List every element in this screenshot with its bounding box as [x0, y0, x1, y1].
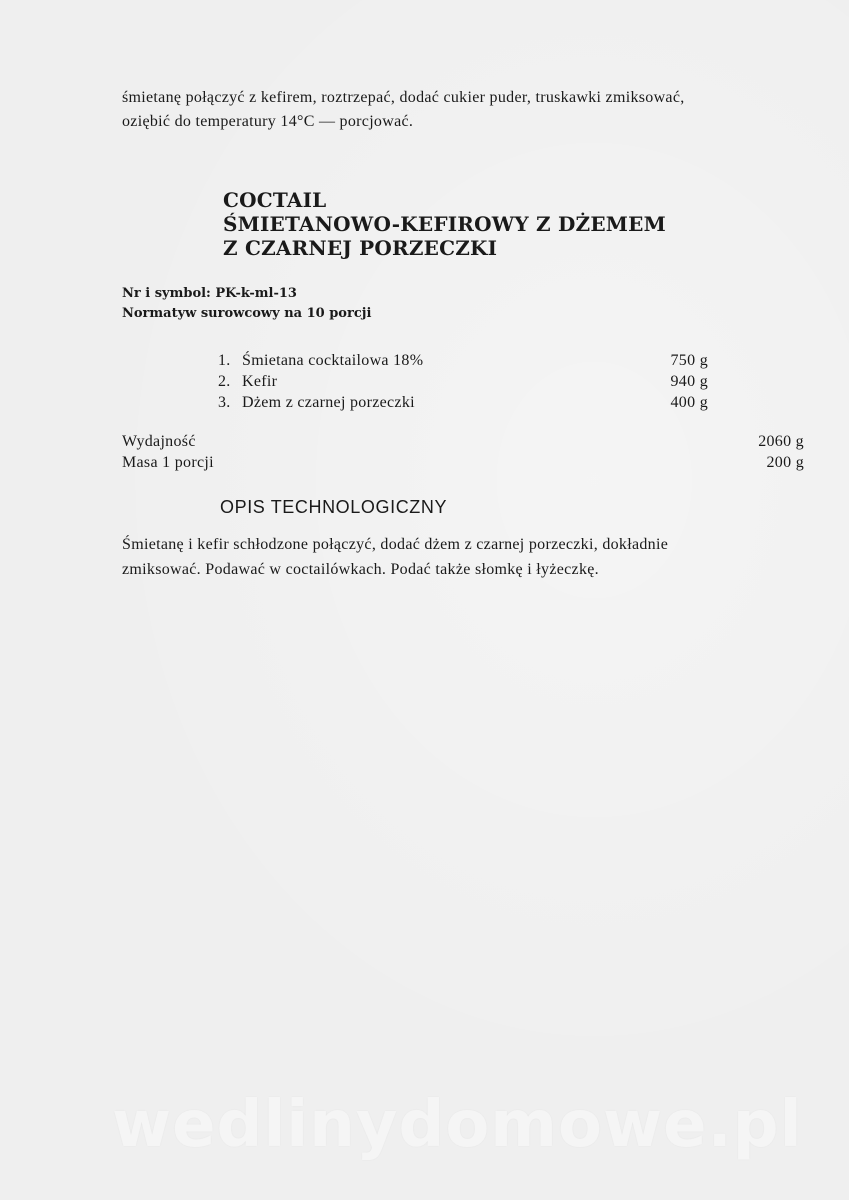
title-line-1: COCTAIL — [223, 188, 327, 212]
title-line-2: ŚMIETANOWO-KEFIROWY Z DŻEMEM — [223, 212, 666, 236]
title-line-3: Z CZARNEJ PORZECZKI — [223, 236, 498, 260]
raw-material-norm: Normatyw surowcowy na 10 porcji — [122, 306, 372, 321]
yield-total-value: 2060 g — [758, 433, 804, 450]
ingredient-row — [218, 371, 708, 392]
ingredient-quantity: 940 g — [670, 373, 708, 390]
ingredient-row — [218, 350, 708, 371]
ingredient-quantity: 750 g — [670, 352, 708, 369]
recipe-meta — [122, 284, 622, 324]
ingredient-quantity: 400 g — [670, 394, 708, 411]
ingredient-number: 1. — [218, 352, 231, 369]
technology-description — [122, 532, 804, 582]
ingredients-list — [218, 350, 708, 413]
yield-summary — [122, 431, 804, 473]
watermark: wedlinydomowe.pl — [112, 1088, 803, 1162]
ingredient-number: 3. — [218, 394, 231, 411]
ingredient-number: 2. — [218, 373, 231, 390]
recipe-title — [223, 188, 743, 260]
section-heading: OPIS TECHNOLOGICZNY — [220, 497, 448, 517]
intro-paragraph — [122, 86, 806, 134]
yield-total-label: Wydajność — [122, 433, 196, 450]
portion-mass-row — [122, 452, 804, 473]
ingredient-row — [218, 392, 708, 413]
intro-line-1: śmietanę połączyć z kefirem, roztrzepać, dodać cukier puder, truskawki zmiksować, — [122, 89, 685, 106]
ingredient-name: Kefir — [242, 373, 278, 390]
recipe-symbol: Nr i symbol: PK-k-ml-13 — [122, 286, 297, 301]
description-line-1: Śmietanę i kefir schłodzone połączyć, dodać dżem z czarnej porzeczki, dokładnie — [122, 536, 669, 553]
ingredient-name: Śmietana cocktailowa 18% — [242, 352, 424, 369]
portion-mass-value: 200 g — [766, 454, 804, 471]
description-line-2: zmiksować. Podawać w coctailówkach. Podać także słomkę i łyżeczkę. — [122, 561, 599, 578]
portion-mass-label: Masa 1 porcji — [122, 454, 214, 471]
intro-line-2: oziębić do temperatury 14°C — porcjować. — [122, 113, 414, 130]
yield-total-row — [122, 431, 804, 452]
ingredient-name: Dżem z czarnej porzeczki — [242, 394, 415, 411]
